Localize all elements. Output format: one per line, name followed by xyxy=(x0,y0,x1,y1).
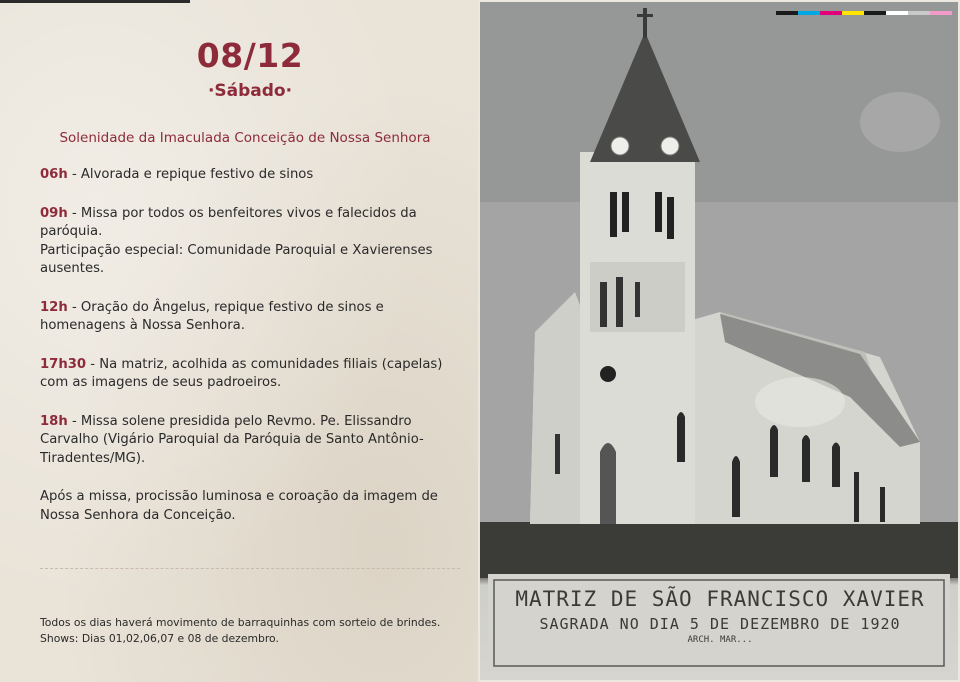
schedule-item xyxy=(40,356,460,393)
color-swatches xyxy=(776,11,952,15)
church-photo-panel xyxy=(478,0,960,682)
program-panel xyxy=(0,0,478,682)
schedule-text: - Missa por todos os benfeitores vivos e falecidos da paróquia. xyxy=(40,205,417,239)
photo-caption xyxy=(490,587,950,645)
schedule-text: - Oração do Ângelus, repique festivo de sinos e homenagens à Nossa Senhora. xyxy=(40,299,384,333)
event-weekday: ·Sábado· xyxy=(207,81,293,101)
schedule-text: - Na matriz, acolhida as comunidades filiais (capelas) com as imagens de seus padroeiros. xyxy=(40,356,443,390)
schedule-item xyxy=(40,166,460,185)
dashed-divider xyxy=(40,568,460,569)
caption-title: MATRIZ DE SÃO FRANCISCO XAVIER xyxy=(515,587,925,611)
after-mass-note: Após a missa, procissão luminosa e coroação da imagem de Nossa Senhora da Conceição. xyxy=(40,489,438,523)
schedule-text: - Missa solene presidida pelo Revmo. Pe. Elissandro Carvalho (Vigário Paroquial da Paróquia de Santo Antônio-Tiradentes/MG). xyxy=(40,413,424,466)
church-photo xyxy=(480,2,958,680)
schedule-time: 18h xyxy=(40,413,68,429)
caption-date: SAGRADA NO DIA 5 DE DEZEMBRO DE 1920 xyxy=(539,615,901,633)
event-subtitle: Solenidade da Imaculada Conceição de Nossa Senhora xyxy=(59,130,431,146)
schedule-time: 17h30 xyxy=(40,356,87,372)
schedule-time: 06h xyxy=(40,167,68,182)
schedule-item xyxy=(40,413,460,469)
schedule-time: 12h xyxy=(40,299,68,315)
footer-note xyxy=(40,615,470,647)
church-illustration xyxy=(480,2,958,680)
top-strip xyxy=(0,0,190,3)
caption-signature: ARCH. MAR... xyxy=(687,635,753,645)
schedule-list xyxy=(40,166,460,525)
footer-line-shows: Shows: Dias 01,02,06,07 e 08 de dezembro. xyxy=(40,632,279,645)
footer-line-stalls: Todos os dias haverá movimento de barraquinhas com sorteio de brindes. xyxy=(40,616,441,629)
schedule-item xyxy=(40,205,460,279)
schedule-note: Participação especial: Comunidade Paroquial e Xavierenses ausentes. xyxy=(40,242,433,276)
schedule-item xyxy=(40,299,460,336)
schedule-text: - Alvorada e repique festivo de sinos xyxy=(67,167,314,182)
print-color-bar xyxy=(776,0,952,4)
event-date: 08/12 xyxy=(196,36,304,75)
schedule-time: 09h xyxy=(40,205,68,221)
